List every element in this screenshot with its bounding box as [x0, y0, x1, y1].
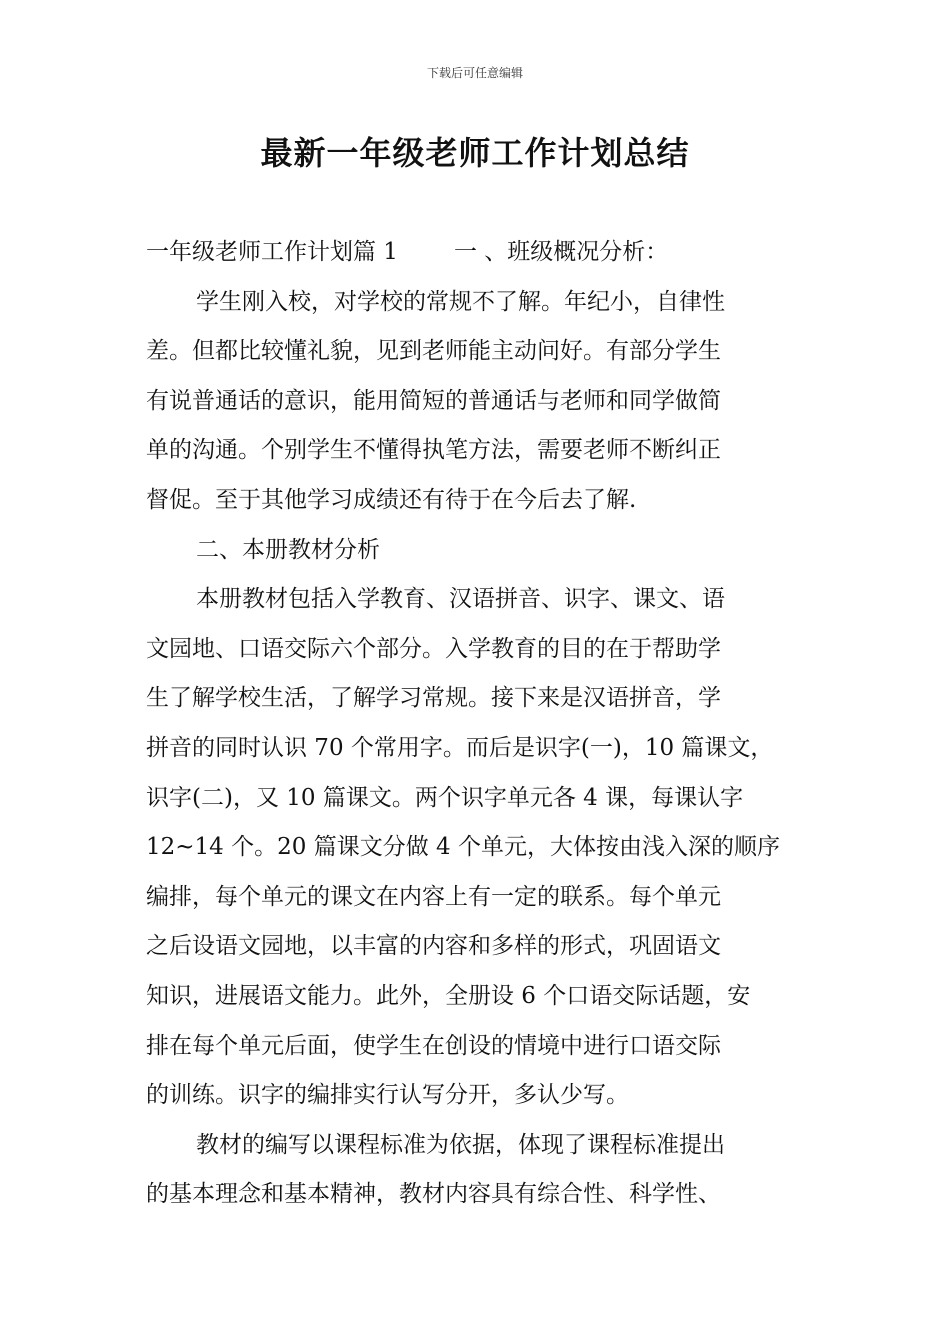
text-line-content: 生了解学校生活，了解学习常规。接下来是汉语拼音，学: [146, 685, 721, 712]
text-line: [146, 526, 808, 576]
text-line-content: 编排，每个单元的课文在内容上有一定的联系。每个单元: [146, 883, 721, 910]
text-line-content: 知识，进展语文能力。此外，全册设 6 个口语交际话题，安: [146, 982, 751, 1009]
text-line-content: 本册教材包括入学教育、汉语拼音、识字、课文、语: [196, 586, 725, 613]
text-line: [146, 1121, 808, 1171]
text-line: [146, 724, 808, 774]
text-line-content: 识字(二)，又 10 篇课文。两个识字单元各 4 课，每课认字: [146, 784, 744, 811]
document-body: [146, 228, 808, 1220]
text-line-content: 的训练。识字的编排实行认写分开，多认少写。: [146, 1082, 629, 1109]
text-line: [146, 972, 808, 1022]
text-line: [146, 327, 808, 377]
text-line: [146, 1022, 808, 1072]
text-line-content: 差。但都比较懂礼貌，见到老师能主动问好。有部分学生: [146, 338, 721, 365]
text-line: [146, 625, 808, 675]
text-line-content: 二、本册教材分析: [196, 536, 380, 563]
text-line: [146, 922, 808, 972]
section-heading-inline: 一 、班级概况分析：: [453, 239, 669, 265]
text-line-content: 12~14 个。20 篇课文分做 4 个单元，大体按由浅入深的顺序: [146, 834, 780, 861]
header-note: 下载后可任意编辑: [426, 66, 523, 80]
text-line: [146, 873, 808, 923]
text-line-content: 一年级老师工作计划篇 1: [146, 239, 398, 265]
text-line: [146, 1071, 808, 1121]
text-line: [146, 774, 808, 824]
text-line: [146, 476, 808, 526]
text-line-content: 之后设语文园地，以丰富的内容和多样的形式，巩固语文: [146, 933, 721, 960]
text-line: [146, 426, 808, 476]
document-title: 最新一年级老师工作计划总结: [260, 134, 690, 172]
text-line-content: 排在每个单元后面，使学生在创设的情境中进行口语交际: [146, 1032, 721, 1059]
text-line: [146, 1170, 808, 1220]
text-line-content: 学生刚入校，对学校的常规不了解。年纪小，自律性: [196, 288, 725, 315]
text-line-content: 单的沟通。个别学生不懂得执笔方法，需要老师不断纠正: [146, 437, 721, 464]
text-line-content: 有说普通话的意识，能用简短的普通话与老师和同学做简: [146, 387, 721, 414]
text-line: [146, 377, 808, 427]
text-line: [146, 674, 808, 724]
text-line-content: 文园地、口语交际六个部分。入学教育的目的在于帮助学: [146, 635, 721, 662]
text-line: [146, 228, 808, 278]
text-line-content: 的基本理念和基本精神，教材内容具有综合性、科学性、: [146, 1181, 721, 1208]
text-line: [146, 575, 808, 625]
text-line: [146, 823, 808, 873]
text-line: [146, 278, 808, 328]
text-line-content: 教材的编写以课程标准为依据，体现了课程标准提出: [196, 1131, 725, 1158]
text-line-content: 督促。至于其他学习成绩还有待于在今后去了解.: [146, 486, 637, 513]
text-line-content: 拼音的同时认识 70 个常用字。而后是识字(一)，10 篇课文，: [146, 734, 774, 761]
